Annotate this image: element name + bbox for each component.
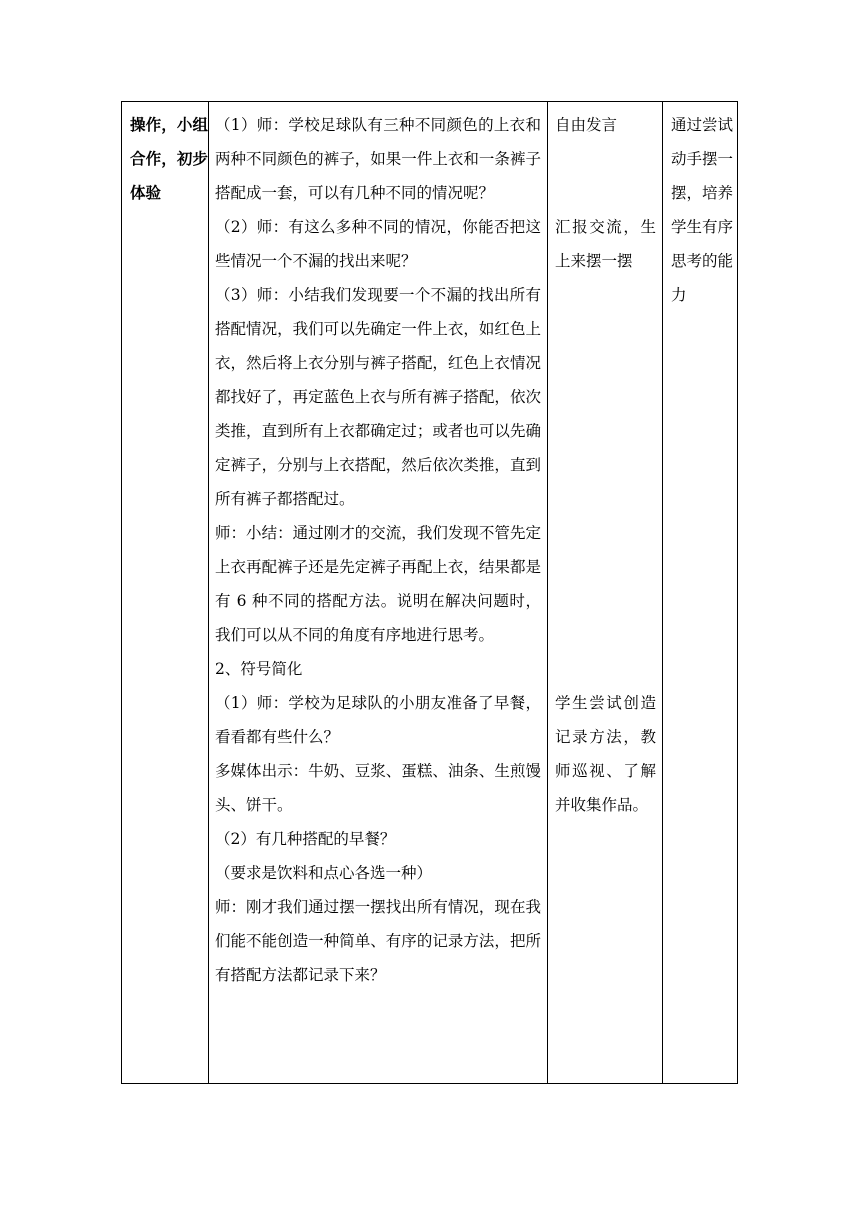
activity-paragraph: （3）师：小结我们发现要一个不漏的找出所有搭配情况，我们可以先确定一件上衣，如红色上衣，然后将上衣分别与裤子搭配，红色上衣情况都找好了，再定蓝色上衣与所有裤子搭配，依次类推，直到所有上衣都确定过；或者也可以先确定裤子，分别与上衣搭配，然后依次类推，直到所有裤子都搭配过。	[215, 286, 541, 508]
teacher-activity-cell	[209, 102, 547, 1083]
design-intent-cell	[663, 102, 737, 1083]
activity-paragraph: （1）师：学校足球队有三种不同颜色的上衣和两种不同颜色的裤子，如果一件上衣和一条裤子搭配成一套，可以有几种不同的情况呢？	[215, 116, 541, 202]
stage-label: 操作，小组合作，初步体验	[130, 115, 208, 202]
activity-paragraph: 师：小结：通过刚才的交流，我们发现不管先定上衣再配裤子还是先定裤子再配上衣，结果都是有 6 种不同的搭配方法。说明在解决问题时，我们可以从不同的角度有序地进行思考。	[215, 524, 541, 644]
activity-paragraph: （2）有几种搭配的早餐？	[215, 830, 396, 848]
activity-paragraph: （1）师：学校为足球队的小朋友准备了早餐，看看都有些什么？	[215, 694, 541, 746]
student-activity-item: 汇报交流，生上来摆一摆	[555, 218, 656, 270]
student-activity-item: 学生尝试创造记录方法，教师巡视、了解并收集作品。	[555, 694, 656, 814]
activity-paragraph: 2、符号简化	[215, 660, 303, 678]
activity-paragraph: （2）师：有这么多种不同的情况，你能否把这些情况一个不漏的找出来呢？	[215, 218, 541, 270]
design-intent-text: 通过尝试动手摆一摆，培养学生有序思考的能力	[671, 116, 734, 304]
student-activity-item: 自由发言	[555, 116, 618, 134]
activity-paragraph: （要求是饮料和点心各选一种）	[215, 864, 433, 882]
lesson-table	[121, 101, 738, 1084]
activity-paragraph: 多媒体出示：牛奶、豆浆、蛋糕、油条、生煎馒头、饼干。	[215, 762, 541, 814]
stage-cell	[122, 102, 208, 1083]
activity-paragraph: 师：刚才我们通过摆一摆找出所有情况，现在我们能不能创造一种简单、有序的记录方法，把所有搭配方法都记录下来？	[215, 898, 541, 984]
student-activity-cell	[548, 102, 662, 1083]
